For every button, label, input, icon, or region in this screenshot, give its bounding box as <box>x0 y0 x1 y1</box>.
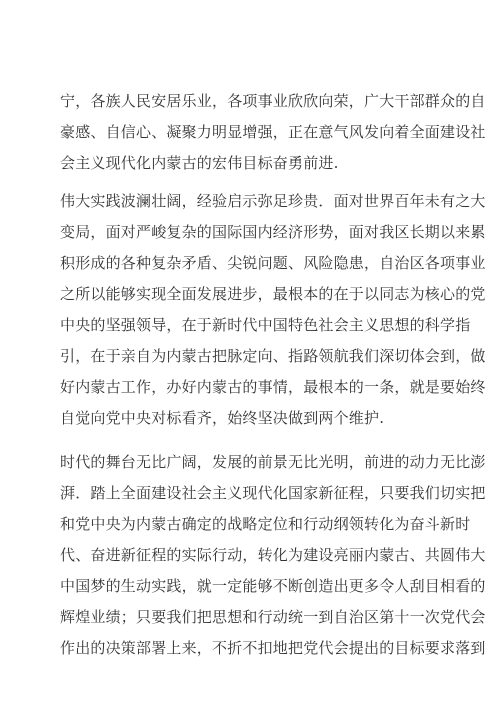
paragraph-line: 中国梦的生动实践，就一定能够不断创造出更多令人刮目相看的 <box>60 577 486 595</box>
paragraph-line: 自觉向党中央对标看齐，始终坚决做到两个维护. <box>60 409 385 427</box>
paragraph-line: 伟大实践波澜壮阔，经验启示弥足珍贵．面对世界百年未有之大 <box>60 192 486 210</box>
paragraph-line: 中央的坚强领导，在于新时代中国特色社会主义思想的科学指 <box>60 316 471 334</box>
paragraph-line: 变局，面对严峻复杂的国际国内经济形势，面对我区长期以来累 <box>60 223 486 241</box>
paragraph-1 <box>60 86 486 179</box>
paragraph-line: 引，在于亲自为内蒙古把脉定向、指路领航我们深切体会到，做 <box>60 347 486 365</box>
paragraph-3 <box>60 447 486 664</box>
paragraph-line: 和党中央为内蒙古确定的战略定位和行动纲领转化为奋斗新时 <box>60 515 471 533</box>
paragraph-line: 时代的舞台无比广阔，发展的前景无比光明，前进的动力无比澎 <box>60 453 486 471</box>
paragraph-line: 豪感、自信心、凝聚力明显增强，正在意气风发向着全面建设社 <box>60 123 486 141</box>
paragraph-2 <box>60 186 486 434</box>
paragraph-line: 会主义现代化内蒙古的宏伟目标奋勇前进. <box>60 154 339 172</box>
paragraph-line: 作出的决策部署上来，不折不扣地把党代会提出的目标要求落到 <box>60 639 486 657</box>
paragraph-line: 辉煌业绩；只要我们把思想和行动统一到自治区第十一次党代会 <box>60 608 486 626</box>
paragraph-line: 好内蒙古工作，办好内蒙古的事情，最根本的一条，就是要始终 <box>60 378 486 396</box>
paragraph-line: 宁，各族人民安居乐业，各项事业欣欣向荣，广大干部群众的自 <box>60 92 486 110</box>
paragraph-line: 之所以能够实现全面发展进步，最根本的在于以同志为核心的党 <box>60 285 486 303</box>
paragraph-line: 湃．踏上全面建设社会主义现代化国家新征程，只要我们切实把 <box>60 484 486 502</box>
paragraph-line: 代、奋进新征程的实际行动，转化为建设亮丽内蒙古、共圆伟大 <box>60 546 486 564</box>
paragraph-line: 积形成的各种复杂矛盾、尖锐问题、风险隐患，自治区各项事业 <box>60 254 486 272</box>
